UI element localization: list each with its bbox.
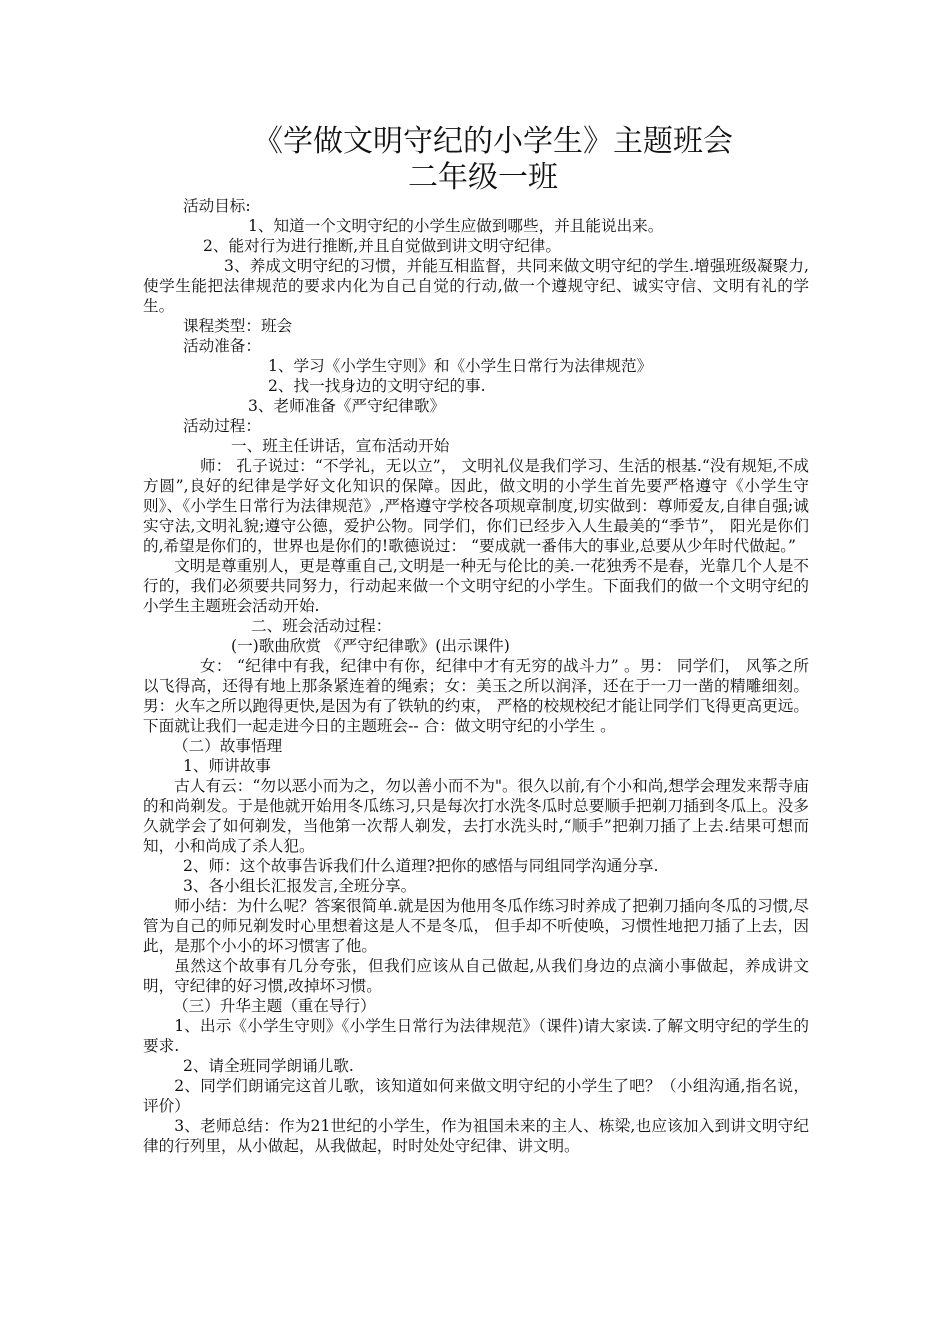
story-conclusion: 虽然这个故事有几分夸张，但我们应该从自己做起,从我们身边的点滴小事做起，养成讲文明，守纪律的好习惯,改掉坏习惯。 bbox=[143, 957, 809, 995]
story-heading: （二）故事悟理 bbox=[173, 737, 283, 755]
story-step-2: 2、师：这个故事告诉我们什么道理?把你的感悟与同组同学沟通分享. bbox=[183, 857, 659, 875]
section-heading-process: 活动过程： bbox=[183, 417, 261, 435]
song-heading: (一)歌曲欣赏 《严守纪律歌》(出示课件) bbox=[231, 637, 510, 655]
step-heading-1: 一、班主任讲话，宣布活动开始 bbox=[231, 437, 450, 455]
document-body bbox=[143, 196, 809, 1156]
goal-item-2: 2、能对行为进行推断,并且自觉做到讲文明守纪律。 bbox=[203, 237, 561, 255]
goal-item-3: 3、养成文明守纪的习惯，并能互相监督，共同来做文明守纪的学生.增强班级凝聚力,使学生能把法律规范的要求内化为自己自觉的行动,做一个遵规守纪、诚实守信、文明有礼的学生。 bbox=[143, 257, 809, 315]
step-heading-2: 二、班会活动过程： bbox=[251, 617, 392, 635]
sublimation-heading: （三）升华主题（重在导行） bbox=[173, 997, 376, 1015]
teacher-summary: 师小结：为什么呢？答案很简单.就是因为他用冬瓜作练习时养成了把剃刀插向冬瓜的习惯,尽管为自己的师兄剃发时心里想着这是人不是冬瓜， 但手却不听使唤，习惯性地把刀插了上去，因此，是那个小小的坏习惯害了他。 bbox=[143, 897, 809, 955]
dialogue-paragraph: 女： “纪律中有我，纪律中有你，纪律中才有无穷的战斗力” 。男： 同学们， 风筝之所以飞得高，还得有地上那条紧连着的绳索；女：美玉之所以润泽，还在于一刀一凿的精雕细刻。 男：火车之所以跑得更快,是因为有了铁轨的约束， 严格的校规校纪才能让同学们飞得更高更远。下面就让我们一起走进今日的主题班会-- 合：做文明守纪的小学生 。 bbox=[143, 657, 809, 735]
story-step-1: 1、师讲故事 bbox=[183, 757, 271, 775]
story-paragraph: 古人有云：“勿以恶小而为之，勿以善小而不为"。很久以前,有个小和尚,想学会理发来帮寺庙的和尚剃发。于是他就开始用冬瓜练习,只是每次打水洗冬瓜时总要顺手把剃刀插到冬瓜上。没多久就学会了如何剃发，当他第一次帮人剃发，去打水洗头时,“顺手”把剃刀插了上去.结果可想而知，小和尚成了杀人犯。 bbox=[143, 777, 809, 855]
teacher-final-summary: 3、老师总结：作为21世纪的小学生，作为祖国未来的主人、栋梁,也应该加入到讲文明守纪律的行列里，从小做起，从我做起，时时处处守纪律、讲文明。 bbox=[143, 1117, 809, 1155]
section-heading-preparation: 活动准备： bbox=[183, 337, 261, 355]
sublimation-step-1: 1、出示《小学生守则》《小学生日常行为法律规范》（课件)请大家读.了解文明守纪的学生的要求. bbox=[143, 1017, 809, 1055]
sublimation-step-2: 2、请全班同学朗诵儿歌. bbox=[183, 1057, 354, 1075]
prep-item-1: 1、学习《小学生守则》和《小学生日常行为法律规范》 bbox=[268, 357, 653, 375]
prep-item-2: 2、找一找身边的文明守纪的事. bbox=[268, 377, 486, 395]
document-title: 《学做文明守纪的小学生》主题班会 bbox=[253, 124, 733, 159]
story-step-3: 3、各小组长汇报发言,全班分享。 bbox=[183, 877, 417, 895]
sublimation-step-3: 2、同学们朗诵完这首儿歌，该知道如何来做文明守纪的小学生了吧？（小组沟通,指名说，评价） bbox=[143, 1077, 809, 1115]
civility-paragraph: 文明是尊重别人，更是尊重自己,文明是一种无与伦比的美.一花独秀不是春，光靠几个人是不行的，我们必须要共同努力，行动起来做一个文明守纪的小学生。下面我们的做一个文明守纪的小学生主题班会活动开始. bbox=[143, 557, 809, 615]
course-type: 课程类型：班会 bbox=[183, 317, 293, 335]
section-heading-goals: 活动目标: bbox=[183, 197, 251, 215]
teacher-speech: 师： 孔子说过：“不学礼，无以立”， 文明礼仪是我们学习、生活的根基.“没有规矩,不成方圆”,良好的纪律是学好文化知识的保障。因此，做文明的小学生首先要严格遵守《小学生守则》、《小学生日常行为法律规范》,严格遵守学校各项规章制度,切实做到：尊师爱友,自律自强;诚实守法,文明礼貌;遵守公德，爱护公物。同学们，你们已经步入人生最美的“季节”， 阳光是你们的,希望是你们的，世界也是你们的!歌德说过： “要成就一番伟大的事业,总要从少年时代做起。” bbox=[143, 457, 809, 555]
prep-item-3: 3、老师准备《严守纪律歌》 bbox=[248, 397, 446, 415]
document-subtitle: 二年级一班 bbox=[408, 160, 558, 195]
goal-item-1: 1、知道一个文明守纪的小学生应做到哪些，并且能说出来。 bbox=[248, 217, 664, 235]
